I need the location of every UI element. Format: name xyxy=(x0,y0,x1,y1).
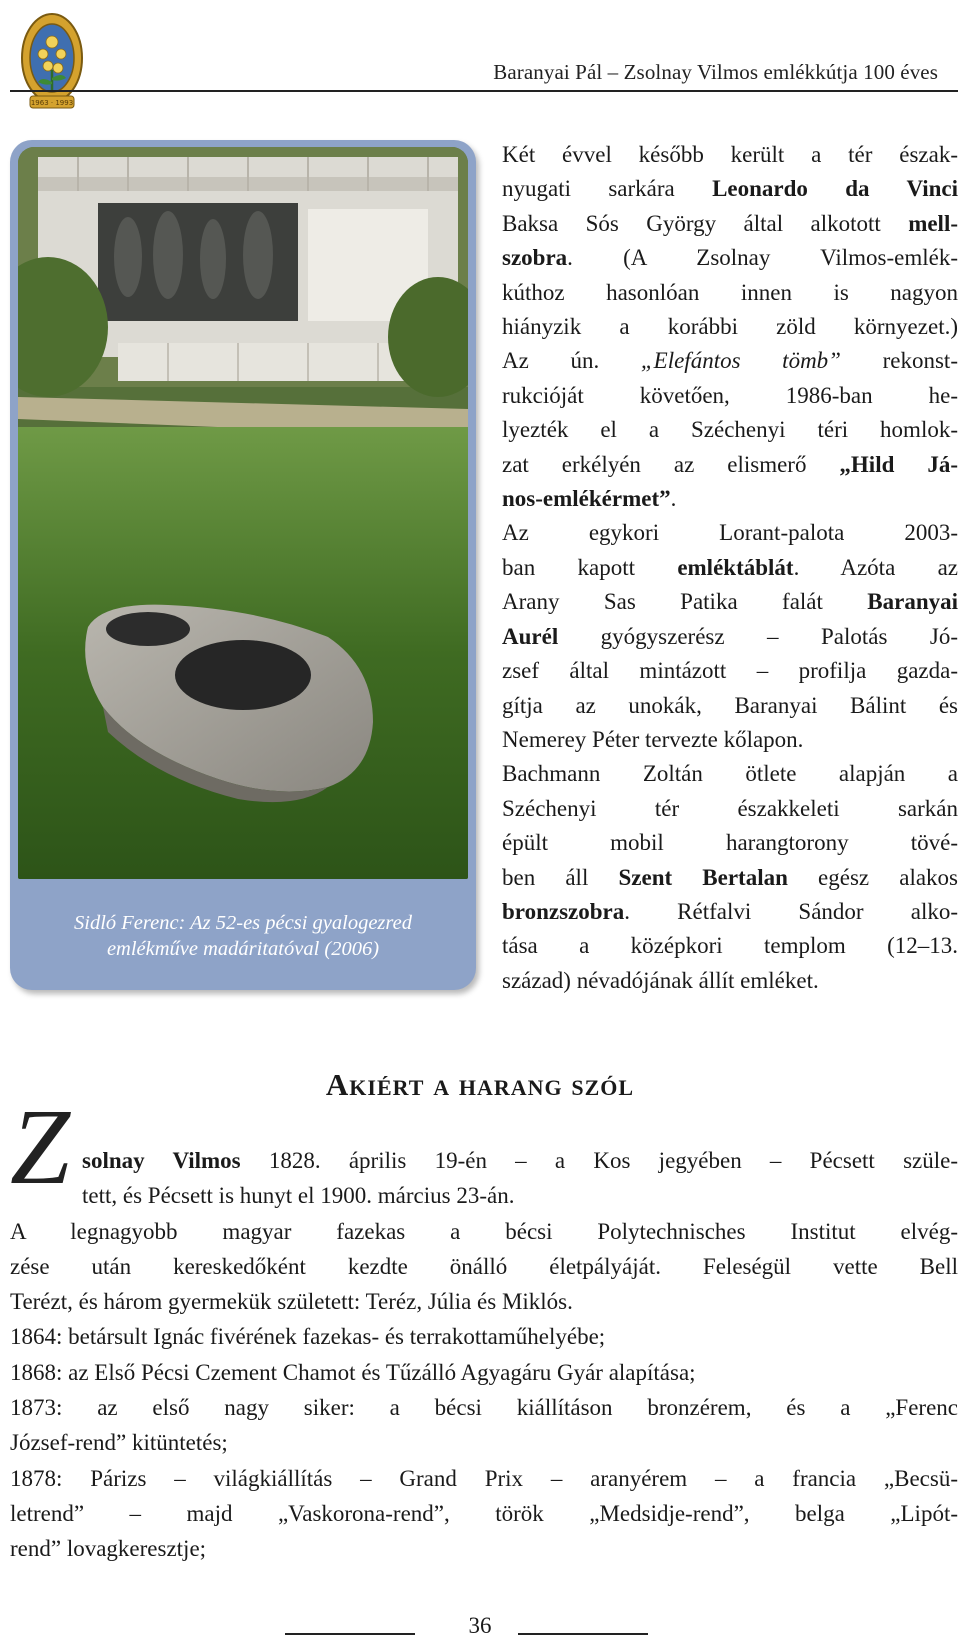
text-run: letrend” – majd „Vaskorona-rend”, török „Medsidje-rend”, belga „Lipót- xyxy=(10,1500,958,1526)
section-title: Akiért a harang szól xyxy=(325,1067,635,1102)
column-text xyxy=(502,138,958,998)
text-run: Terézt, és három gyermekük született: Teréz, Júlia és Miklós. xyxy=(10,1289,573,1315)
caption-line: Sidló Ferenc: Az 52-es pécsi gyalogezred xyxy=(74,912,412,934)
text-run: gyógyszerész – Palotás Jó- xyxy=(558,623,958,649)
text-run: hiányzik a korábbi zöld környezet.) xyxy=(502,314,958,340)
svg-text:1963 · 1993: 1963 · 1993 xyxy=(30,99,74,107)
text-run: tett, és Pécsett is hunyt el 1900. március 23-án. xyxy=(82,1183,515,1209)
text-run: zsef által mintázott – profilja gazda- xyxy=(502,658,958,684)
text-run: Szent Bertalan xyxy=(618,864,788,890)
text-line xyxy=(502,138,958,172)
text-run: ben áll xyxy=(502,864,619,890)
running-header-title: Baranyai Pál – Zsolnay Vilmos emlékkútja 100 éves xyxy=(493,60,938,84)
text-line xyxy=(10,1355,958,1390)
text-run: épült mobil harangtorony tövé- xyxy=(502,830,958,856)
text-run: Bachmann Zoltán ötlete alapján a xyxy=(502,761,958,787)
biography-text xyxy=(10,1143,958,1567)
text-line xyxy=(502,516,958,550)
text-line xyxy=(10,1496,958,1531)
text-run: lyezték el a Széchenyi téri homlok- xyxy=(502,417,958,443)
text-run: rukcióját követően, 1986-ban he- xyxy=(502,382,958,408)
text-line xyxy=(502,826,958,860)
text-line xyxy=(10,1143,958,1178)
text-run: 1868: az Első Pécsi Czement Chamot és Tűzálló Agyagáru Gyár alapítása; xyxy=(10,1359,696,1385)
text-line xyxy=(502,448,958,482)
text-run: József-rend” kitüntetés; xyxy=(10,1430,228,1456)
text-run: A legnagyobb magyar fazekas a bécsi Polytechnisches Institut elvég- xyxy=(10,1218,958,1244)
page-number: 36 xyxy=(468,1613,492,1638)
text-run: zése után kereskedőként kezdte önálló életpályáját. Feleségül vette Bell xyxy=(10,1253,958,1279)
text-run: 1878: Párizs – világkiállítás – Grand Prix – aranyérem – a francia „Becsü- xyxy=(10,1465,958,1491)
text-line xyxy=(502,172,958,206)
text-run: ban kapott xyxy=(502,554,678,580)
text-run: Az egykori Lorant-palota 2003- xyxy=(502,520,958,546)
text-run: Az ún. xyxy=(502,348,641,374)
association-crest-icon xyxy=(18,6,86,114)
text-line xyxy=(10,1319,958,1354)
text-run: Arany Sas Patika falát xyxy=(502,589,868,615)
text-line xyxy=(10,1178,958,1213)
drop-cap: Z xyxy=(10,1088,71,1207)
text-run: tása a középkori templom (12–13. xyxy=(502,933,958,959)
text-run: kúthoz hasonlóan innen is nagyon xyxy=(502,279,958,305)
text-line xyxy=(502,207,958,241)
text-line xyxy=(502,895,958,929)
text-line xyxy=(502,620,958,654)
text-run: . xyxy=(670,486,677,512)
text-line xyxy=(502,413,958,447)
text-line xyxy=(502,964,958,998)
text-line xyxy=(502,792,958,826)
text-run: Két évvel később került a tér észak- xyxy=(502,142,958,167)
text-run: rend” lovagkeresztje; xyxy=(10,1536,207,1562)
text-run: „Hild Já- xyxy=(839,451,958,477)
text-run: egész alakos xyxy=(787,864,958,890)
text-line xyxy=(502,344,958,378)
text-run: emléktáblát xyxy=(677,554,794,580)
text-line xyxy=(10,1390,958,1425)
text-line xyxy=(502,310,958,344)
header-divider xyxy=(10,90,958,92)
text-line xyxy=(502,723,958,757)
text-line xyxy=(10,1461,958,1496)
text-line xyxy=(502,585,958,619)
text-run: mell- xyxy=(908,210,958,236)
text-line xyxy=(502,379,958,413)
text-line xyxy=(10,1214,958,1249)
text-line xyxy=(502,276,958,310)
text-run: nyugati sarkára xyxy=(502,176,713,202)
text-run: . Azóta az xyxy=(793,554,958,580)
text-run: század) névadójának állít emléket. xyxy=(502,967,819,993)
memorial-stone-photo xyxy=(18,147,468,879)
text-run: bronzszobra xyxy=(502,898,625,924)
text-line xyxy=(502,482,958,516)
text-line xyxy=(502,241,958,275)
photo-caption xyxy=(18,910,468,962)
text-run: gítja az unokák, Baranyai Bálint és xyxy=(502,692,958,718)
footer-rule-right xyxy=(518,1633,648,1635)
text-line xyxy=(10,1531,958,1566)
text-run: Széchenyi tér északkeleti sarkán xyxy=(502,795,958,821)
text-line xyxy=(502,929,958,963)
text-line xyxy=(502,861,958,895)
photo-figure xyxy=(10,140,476,990)
text-run: 1864: betársult Ignác fivérének fazekas- és terrakottaműhelyébe; xyxy=(10,1324,606,1350)
text-run: Baksa Sós György által alkotott xyxy=(502,210,909,236)
text-run: . (A Zsolnay Vilmos-emlék- xyxy=(567,245,958,271)
text-run: Leonardo da Vinci xyxy=(712,176,958,202)
text-run: zat erkélyén az elismerő xyxy=(502,451,840,477)
text-run: Aurél xyxy=(502,623,559,649)
text-run: „Elefántos tömb” xyxy=(640,348,841,374)
text-run: 1828. április 19-én – a Kos jegyében – Pécsett szüle- xyxy=(240,1148,958,1173)
text-line xyxy=(502,551,958,585)
text-line xyxy=(502,689,958,723)
text-line xyxy=(502,757,958,791)
caption-line: emlékműve madáritatóval (2006) xyxy=(106,938,380,960)
text-run: Nemerey Péter tervezte kőlapon. xyxy=(502,726,804,752)
text-line xyxy=(502,654,958,688)
text-run: szobra xyxy=(502,245,568,271)
text-line xyxy=(10,1425,958,1460)
text-run: nos-emlékérmet” xyxy=(502,486,671,512)
text-run: Baranyai xyxy=(867,589,958,615)
text-run: 1873: az első nagy siker: a bécsi kiállításon bronzérem, és a „Ferenc xyxy=(10,1395,958,1421)
text-run: solnay Vilmos xyxy=(82,1148,241,1173)
text-run: rekonst- xyxy=(840,348,958,374)
text-line xyxy=(10,1284,958,1319)
text-run: . Rétfalvi Sándor alko- xyxy=(624,898,958,924)
text-line xyxy=(10,1249,958,1284)
